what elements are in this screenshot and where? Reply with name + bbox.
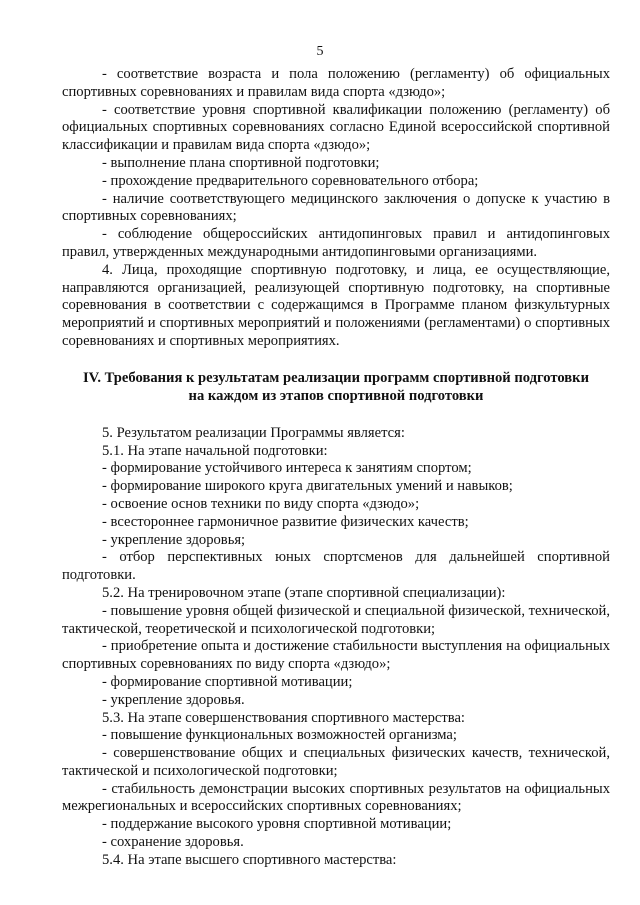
paragraph: - укрепление здоровья; — [102, 531, 246, 548]
section-heading-line: на каждом из этапов спортивной подготовки — [188, 387, 484, 404]
paragraph: 5.2. На тренировочном этапе (этапе спортивной специализации): — [102, 584, 506, 601]
results-list — [62, 425, 610, 870]
paragraph: - наличие соответствующего медицинского заключения о допуске к участию в спортивных соревнованиях; — [62, 190, 610, 225]
paragraph: 5. Результатом реализации Программы является: — [102, 424, 405, 441]
paragraph: - повышение уровня общей физической и специальной физической, технической, тактической, теоретической и психологической подготовки; — [62, 602, 610, 637]
paragraph: - всестороннее гармоничное развитие физических качеств; — [102, 513, 469, 530]
page-number: 5 — [316, 44, 324, 59]
document-body — [62, 66, 610, 870]
paragraph: - повышение функциональных возможностей организма; — [102, 727, 457, 744]
paragraph: 5.3. На этапе совершенствования спортивного мастерства: — [102, 709, 465, 726]
paragraph: - соблюдение общероссийских антидопинговых правил и антидопинговых правил, утвержденных международными антидопинговыми организациями. — [62, 226, 610, 260]
paragraph: - стабильность демонстрации высоких спортивных результатов на официальных межрегиональных и всероссийских спортивных соревнованиях; — [62, 780, 610, 815]
paragraph: - формирование спортивной мотивации; — [102, 673, 353, 690]
paragraph: 5.4. На этапе высшего спортивного мастерства: — [102, 851, 397, 868]
paragraph: - приобретение опыта и достижение стабильности выступления на официальных спортивных соревнованиях по виду спорта «дзюдо»; — [62, 638, 610, 673]
paragraph: - совершенствование общих и специальных физических качеств, технической, тактической и психологической подготовки; — [62, 745, 610, 779]
paragraph: - формирование широкого круга двигательных умений и навыков; — [102, 478, 513, 495]
paragraph: - укрепление здоровья. — [102, 691, 245, 708]
paragraph: - отбор перспективных юных спортсменов для дальнейшей спортивной подготовки. — [62, 549, 610, 584]
paragraph: - поддержание высокого уровня спортивной мотивации; — [102, 816, 452, 833]
paragraph: 4. Лица, проходящие спортивную подготовку, и лица, ее осуществляющие, направляются организацией, реализующей спортивную подготовку, на спортивные соревнования в соответствии с содержащимся в Программе планом физкультурных мероприятий и спортивных мероприятий и положениями (регламентами) о спортивных соревнованиях и спортивных мероприятиях. — [62, 261, 610, 349]
paragraph: - выполнение плана спортивной подготовки; — [102, 154, 380, 171]
paragraph: 5.1. На этапе начальной подготовки: — [102, 442, 328, 459]
section-heading — [62, 369, 610, 405]
paragraph: - сохранение здоровья. — [102, 834, 244, 851]
requirements-list — [62, 66, 610, 351]
section-heading-line: IV. Требования к результатам реализации программ спортивной подготовки — [83, 369, 589, 386]
paragraph: - формирование устойчивого интереса к занятиям спортом; — [102, 460, 472, 477]
paragraph: - освоение основ техники по виду спорта «дзюдо»; — [102, 495, 420, 512]
paragraph: - соответствие уровня спортивной квалификации положению (регламенту) об официальных спортивных соревнованиях согласно Единой всероссийской спортивной классификации и правилам вида спорта «дзюдо»; — [62, 101, 610, 154]
paragraph: - соответствие возраста и пола положению (регламенту) об официальных спортивных соревнованиях и правилам вида спорта «дзюдо»; — [62, 66, 610, 100]
paragraph: - прохождение предварительного соревновательного отбора; — [102, 172, 479, 189]
